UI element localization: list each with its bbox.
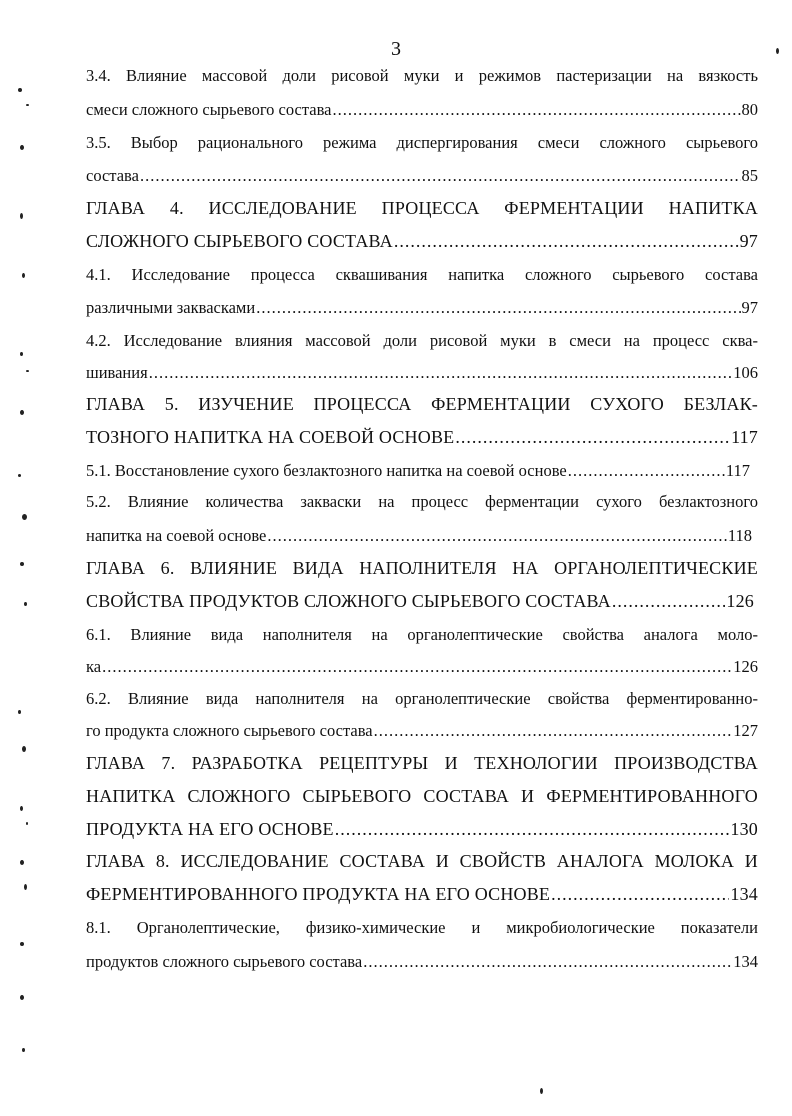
toc-ch7-page: 130 — [730, 819, 758, 839]
dot-leader — [374, 721, 733, 741]
dot-leader — [551, 884, 729, 905]
toc-4-1-line2 — [86, 298, 758, 318]
toc-5-1-line — [86, 461, 750, 481]
toc-3-5-line1: 3.5. Выбор рационального режима диспергирования смеси сложного сырьевого — [86, 133, 758, 152]
toc-6-1-page: 126 — [733, 657, 758, 676]
dot-leader — [140, 166, 741, 186]
toc-ch4-line1: ГЛАВА 4. ИССЛЕДОВАНИЕ ПРОЦЕССА ФЕРМЕНТАЦИИ НАПИТКА — [86, 198, 758, 218]
page-number: 3 — [391, 38, 401, 60]
dot-leader — [568, 461, 725, 481]
scan-speck — [18, 88, 22, 92]
scan-speck — [20, 213, 23, 219]
scan-speck — [776, 48, 779, 54]
toc-ch5-title: ТОЗНОГО НАПИТКА НА СОЕВОЙ ОСНОВЕ — [86, 427, 455, 447]
toc-3-5-page: 85 — [741, 166, 758, 185]
scan-speck — [18, 474, 21, 477]
toc-ch5-page: 117 — [731, 427, 758, 447]
dot-leader — [394, 231, 739, 252]
toc-5-1-title: 5.1. Восстановление сухого безлактозного напитка на соевой основе — [86, 461, 567, 480]
toc-ch6-line1: ГЛАВА 6. ВЛИЯНИЕ ВИДА НАПОЛНИТЕЛЯ НА ОРГАНОЛЕПТИЧЕСКИЕ — [86, 558, 758, 578]
dot-leader — [335, 819, 730, 840]
scan-speck — [24, 884, 27, 890]
scan-speck — [20, 942, 24, 946]
toc-ch8-page: 134 — [730, 884, 758, 904]
scan-speck — [20, 806, 23, 811]
scan-speck — [26, 822, 28, 825]
toc-4-1-page: 97 — [741, 298, 758, 317]
dot-leader — [267, 526, 726, 546]
toc-6-2-line2 — [86, 721, 758, 741]
toc-ch7-line1b: НАПИТКА СЛОЖНОГО СЫРЬЕВОГО СОСТАВА И ФЕРМЕНТИРОВАННОГО — [86, 786, 758, 806]
toc-3-5-line2 — [86, 166, 758, 186]
toc-ch8-line2 — [86, 884, 758, 905]
toc-ch8-line1: ГЛАВА 8. ИССЛЕДОВАНИЕ СОСТАВА И СВОЙСТВ АНАЛОГА МОЛОКА И — [86, 851, 758, 871]
toc-ch4-page: 97 — [739, 231, 758, 251]
toc-ch6-page: 126 — [726, 591, 754, 611]
toc-ch5-line2 — [86, 427, 758, 448]
scan-speck — [20, 410, 24, 415]
toc-8-1-line2 — [86, 952, 758, 972]
toc-ch8-title: ФЕРМЕНТИРОВАННОГО ПРОДУКТА НА ЕГО ОСНОВЕ — [86, 884, 551, 904]
toc-4-2-line2 — [86, 363, 758, 383]
scan-speck — [22, 1048, 25, 1052]
scan-speck — [20, 352, 23, 356]
dot-leader — [102, 657, 732, 677]
dot-leader — [149, 363, 733, 383]
dot-leader — [256, 298, 740, 318]
toc-ch6-line2 — [86, 591, 754, 612]
toc-5-2-line2 — [86, 526, 752, 546]
toc-4-2-title: шивания — [86, 363, 148, 382]
toc-6-1-line1: 6.1. Влияние вида наполнителя на органолептические свойства аналога моло- — [86, 625, 758, 644]
scan-speck — [20, 145, 24, 150]
toc-5-2-page: 118 — [727, 526, 752, 545]
toc-ch4-title: СЛОЖНОГО СЫРЬЕВОГО СОСТАВА — [86, 231, 393, 251]
toc-ch7-line1: ГЛАВА 7. РАЗРАБОТКА РЕЦЕПТУРЫ И ТЕХНОЛОГИИ ПРОИЗВОДСТВА — [86, 753, 758, 773]
toc-8-1-title: продуктов сложного сырьевого состава — [86, 952, 363, 971]
toc-4-1-title: различными заквасками — [86, 298, 256, 317]
toc-6-1-line2 — [86, 657, 758, 677]
toc-5-2-line1: 5.2. Влияние количества закваски на процесс ферментации сухого безлактозного — [86, 492, 758, 511]
toc-ch6-title: СВОЙСТВА ПРОДУКТОВ СЛОЖНОГО СЫРЬЕВОГО СОСТАВА — [86, 591, 611, 611]
toc-4-2-page: 106 — [733, 363, 758, 382]
toc-6-2-title: го продукта сложного сырьевого состава — [86, 721, 373, 740]
toc-ch7-line2 — [86, 819, 758, 840]
scan-speck — [26, 370, 29, 372]
scan-speck — [22, 746, 26, 752]
toc-ch7-title: ПРОДУКТА НА ЕГО ОСНОВЕ — [86, 819, 334, 839]
scan-speck — [26, 104, 29, 106]
toc-3-4-page: 80 — [741, 100, 758, 119]
scan-speck — [18, 710, 21, 714]
toc-6-2-page: 127 — [733, 721, 758, 740]
scan-speck — [24, 602, 27, 606]
dot-leader — [455, 427, 730, 448]
dot-leader — [333, 100, 741, 120]
scan-speck — [540, 1088, 543, 1094]
scan-speck — [22, 514, 27, 520]
scan-speck — [20, 860, 24, 865]
scan-speck — [20, 562, 24, 566]
toc-3-4-title: смеси сложного сырьевого состава — [86, 100, 332, 119]
toc-3-4-line1: 3.4. Влияние массовой доли рисовой муки и режимов пастеризации на вязкость — [86, 66, 758, 85]
dot-leader — [612, 591, 726, 612]
scan-speck — [20, 995, 24, 1000]
toc-6-1-title: ка — [86, 657, 102, 676]
toc-4-1-line1: 4.1. Исследование процесса сквашивания напитка сложного сырьевого состава — [86, 265, 758, 284]
toc-6-2-line1: 6.2. Влияние вида наполнителя на органолептические свойства ферментированно- — [86, 689, 758, 708]
toc-4-2-line1: 4.2. Исследование влияния массовой доли рисовой муки в смеси на процесс сква- — [86, 331, 758, 350]
toc-3-4-line2 — [86, 100, 758, 120]
toc-5-1-page: 117 — [725, 461, 750, 480]
toc-5-2-title: напитка на соевой основе — [86, 526, 267, 545]
toc-8-1-line1: 8.1. Органолептические, физико-химические и микробиологические показатели — [86, 918, 758, 937]
toc-ch5-line1: ГЛАВА 5. ИЗУЧЕНИЕ ПРОЦЕССА ФЕРМЕНТАЦИИ СУХОГО БЕЗЛАК- — [86, 394, 758, 414]
toc-ch4-line2 — [86, 231, 758, 252]
toc-3-5-title: состава — [86, 166, 139, 185]
scan-speck — [22, 273, 25, 278]
toc-8-1-page: 134 — [733, 952, 758, 971]
dot-leader — [363, 952, 732, 972]
